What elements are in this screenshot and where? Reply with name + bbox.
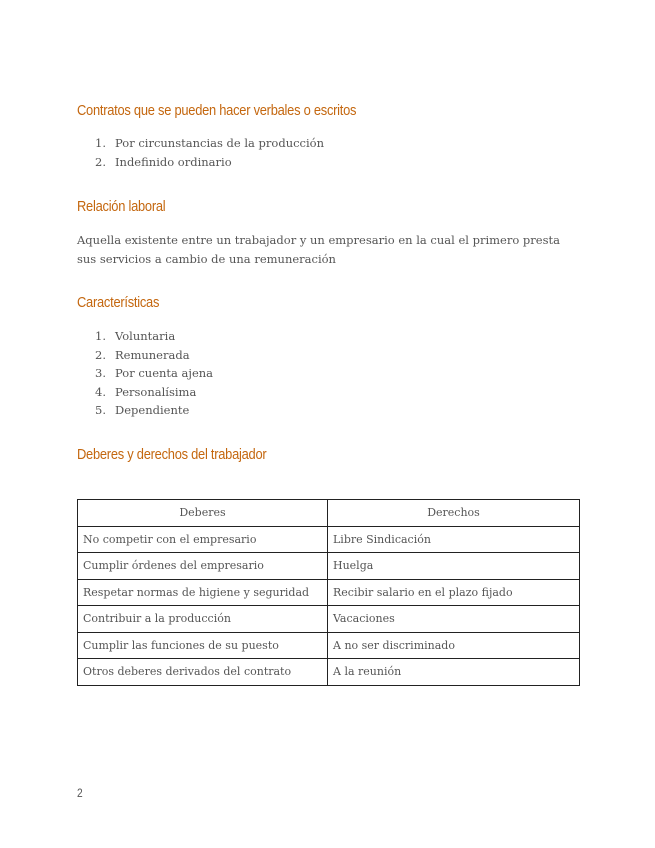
list-item [95, 346, 213, 365]
duties-rights-table [77, 499, 580, 686]
list-item-text: Remunerada [115, 347, 190, 362]
table-cell: Cumplir órdenes del empresario [78, 553, 328, 580]
list-item-number: 1. [95, 136, 106, 150]
list-item-text: Por circunstancias de la producción [115, 136, 324, 150]
table-cell: Huelga [328, 553, 580, 580]
table-cell: Respetar normas de higiene y seguridad [78, 579, 328, 606]
table-row [78, 579, 580, 606]
list-item-text: Personalísima [115, 384, 197, 399]
list-item-number: 4. [95, 384, 106, 399]
list-item-text: Voluntaria [115, 329, 176, 343]
list-item [95, 134, 324, 153]
list-item-number: 5. [95, 403, 106, 417]
table-cell: A la reunión [328, 659, 580, 686]
table-cell: Otros deberes derivados del contrato [78, 659, 328, 686]
table-cell: Vacaciones [328, 606, 580, 633]
list-item-text: Dependiente [115, 403, 190, 417]
table-header-deberes: Deberes [78, 500, 328, 527]
contracts-list [95, 134, 324, 171]
table-header-row [78, 500, 580, 527]
relation-paragraph: Aquella existente entre un trabajador y un empresario en la cual el primero presta sus servicios a cambio de una remuneración [77, 233, 560, 266]
heading-characteristics: Características [77, 294, 160, 311]
list-item-text: Por cuenta ajena [115, 366, 214, 380]
table-row [78, 606, 580, 633]
list-item-text: Indefinido ordinario [115, 154, 232, 169]
table-cell: Contribuir a la producción [78, 606, 328, 633]
heading-relation: Relación laboral [77, 198, 166, 215]
table-row [78, 632, 580, 659]
table-cell: Libre Sindicación [328, 526, 580, 553]
list-item-number: 2. [95, 347, 106, 362]
table-cell: A no ser discriminado [328, 632, 580, 659]
characteristics-list [95, 327, 213, 420]
list-item [95, 401, 213, 420]
list-item [95, 383, 213, 402]
list-item-number: 3. [95, 366, 106, 380]
list-item [95, 364, 213, 383]
list-item-number: 2. [95, 154, 106, 169]
table-row [78, 526, 580, 553]
table-header-derechos: Derechos [328, 500, 580, 527]
table-cell: Cumplir las funciones de su puesto [78, 632, 328, 659]
table-row [78, 659, 580, 686]
list-item [95, 153, 324, 172]
list-item [95, 327, 213, 346]
page-number: 2 [77, 786, 83, 800]
table-cell: No competir con el empresario [78, 526, 328, 553]
table-cell: Recibir salario en el plazo fijado [328, 579, 580, 606]
heading-duties: Deberes y derechos del trabajador [77, 446, 267, 463]
list-item-number: 1. [95, 329, 106, 343]
heading-contracts: Contratos que se pueden hacer verbales o escritos [77, 102, 357, 119]
table-row [78, 553, 580, 580]
